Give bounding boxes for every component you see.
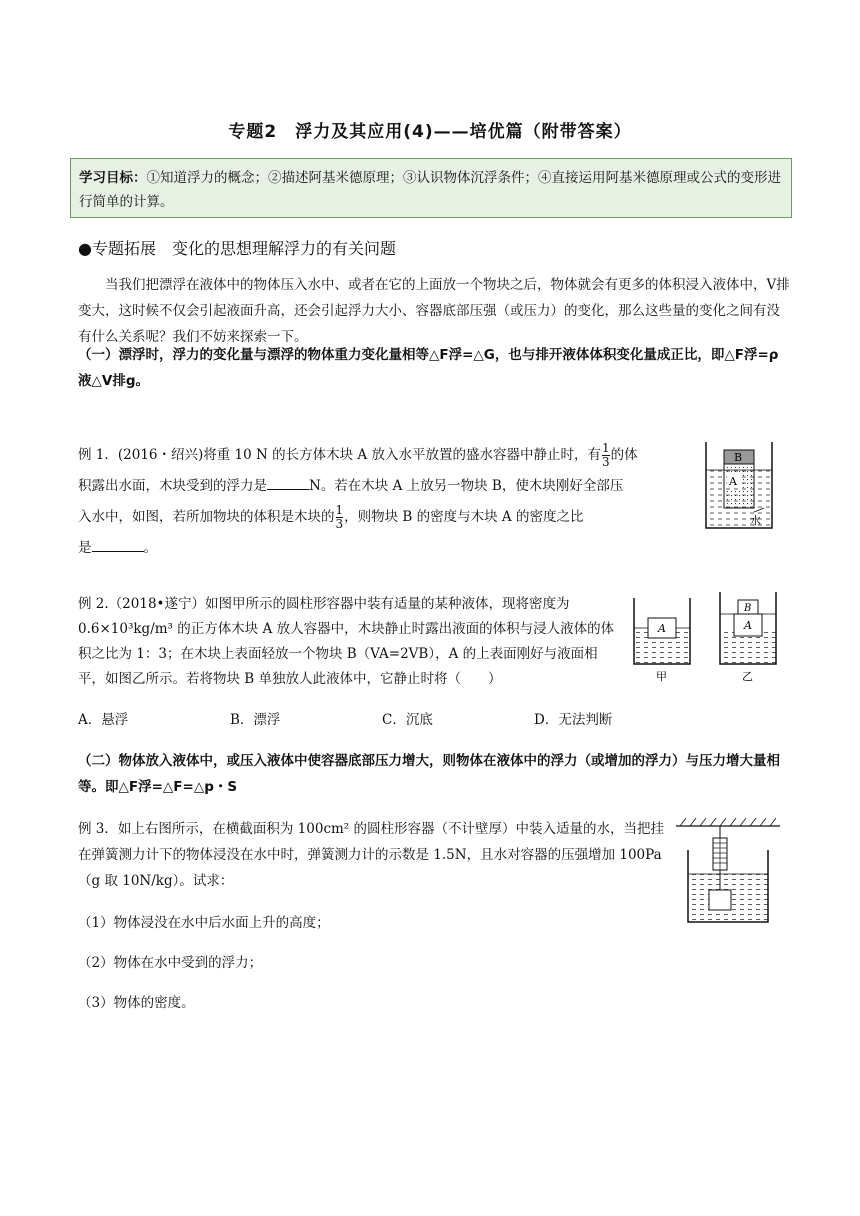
fraction-numerator: 1 xyxy=(601,441,610,455)
learning-goals-label: 学习目标： xyxy=(79,170,147,186)
answer-blank-1[interactable] xyxy=(267,475,309,490)
intro-paragraph: 当我们把漂浮在液体中的物体压入水中、或者在它的上面放一个物块之后，物体就会有更多的体积浸入液体中，V排变大，这时候不仅会引起液面升高，还会引起浮力大小、容器底部压强（或压力）的变化，那么这些量的变化之间有没有什么关系呢？我们不妨来探索一下。 xyxy=(78,277,790,345)
fraction-one-third-2 xyxy=(336,504,344,531)
example3-text: 例 3．如上右图所示，在横截面积为 100cm² 的圆柱形容器（不计壁厚）中装入适量的水，当把挂在弹簧测力计下的物体浸没在水中时，弹簧测力计的示数是 1.5N，且水对容器的压强增加 100Pa（g 取 10N/kg）。试求： xyxy=(78,821,665,889)
page-title: 专题2 浮力及其应用(4)——培优篇（附带答案） xyxy=(228,122,632,142)
example1-text xyxy=(78,440,673,564)
learning-goals-box xyxy=(70,158,792,218)
option-d: D．无法判断 xyxy=(534,712,613,728)
example1-line1a: 例 1．(2016・绍兴)将重 10 N 的长方体木块 A 放入水平放置的盛水容器中静止时，有 xyxy=(78,447,601,463)
part1-heading: （一）漂浮时，浮力的变化量与漂浮的物体重力变化量相等△F浮=△G，也与排开液体体积变化量成正比，即△F浮=ρ液△V排g。 xyxy=(78,347,779,389)
fraction-denominator: 3 xyxy=(601,455,610,469)
option-b: B．漂浮 xyxy=(230,712,281,728)
yi-block-b-label: B xyxy=(744,603,752,614)
yi-block-a-label: A xyxy=(744,619,752,632)
example1-line2a: 积露出水面，木块受到的浮力是 xyxy=(78,478,267,494)
example1-line3b: ，则物块 B 的密度与木块 A 的密度之比 xyxy=(344,509,584,525)
fraction-denominator: 3 xyxy=(335,517,344,531)
answer-blank-2[interactable] xyxy=(92,537,144,552)
example1-line1b: 的体 xyxy=(610,447,638,463)
example2-options xyxy=(78,708,790,734)
submerged-object xyxy=(709,890,731,910)
water-label: 水 xyxy=(750,514,761,527)
question-2: （2）物体在水中受到的浮力； xyxy=(78,955,263,971)
figure-yi-label: 乙 xyxy=(742,670,753,683)
figure-jia-label: 甲 xyxy=(656,670,667,683)
block-a-label: A xyxy=(729,475,737,488)
part2-heading: （二）物体放入液体中，或压入液体中使容器底部压力增大，则物体在液体中的浮力（或增加的浮力）与压力增大量相等。即△F浮=△F=△p・S xyxy=(78,753,780,795)
option-c: C．沉底 xyxy=(382,712,433,728)
example1-figure xyxy=(694,438,794,534)
example1-line2b: N。若在木块 A 上放另一物块 B，使木块刚好全部压 xyxy=(309,478,624,494)
fraction-one-third xyxy=(602,442,610,469)
option-a: A．悬浮 xyxy=(78,712,129,728)
learning-goals-text: ①知道浮力的概念；②描述阿基米德原理；③认识物体沉浮条件；④直接运用阿基米德原理或公式的变形进行简单的计算。 xyxy=(79,170,781,210)
example1-line3a: 入水中，如图，若所加物块的体积是木块的 xyxy=(78,509,335,525)
example2-figure xyxy=(628,590,788,686)
question-3: （3）物体的密度。 xyxy=(78,995,195,1011)
section-heading: ●专题拓展 变化的思想理解浮力的有关问题 xyxy=(78,239,396,258)
fraction-numerator: 1 xyxy=(335,503,344,517)
jia-block-a-label: A xyxy=(658,622,666,635)
example2-text: 例 2.（2018•遂宁）如图甲所示的圆柱形容器中装有适量的某种液体，现将密度为 0.6×10³kg/m³ 的正方体木块 A 放人容器中，木块静止时露出液面的体积与浸人液体的体积之比为 1：3；在木块上表面轻放一个物块 B（VA=2VB），A 的上表面刚好与液面相平，如图乙所示。若将物块 B 单独放人此液体中，它静止时将（ ） xyxy=(78,596,615,687)
example1-line4b: 。 xyxy=(143,540,157,556)
block-b-label: B xyxy=(734,451,743,464)
example1-line4a: 是 xyxy=(78,540,92,556)
question-1: （1）物体浸没在水中后水面上升的高度； xyxy=(78,915,330,931)
